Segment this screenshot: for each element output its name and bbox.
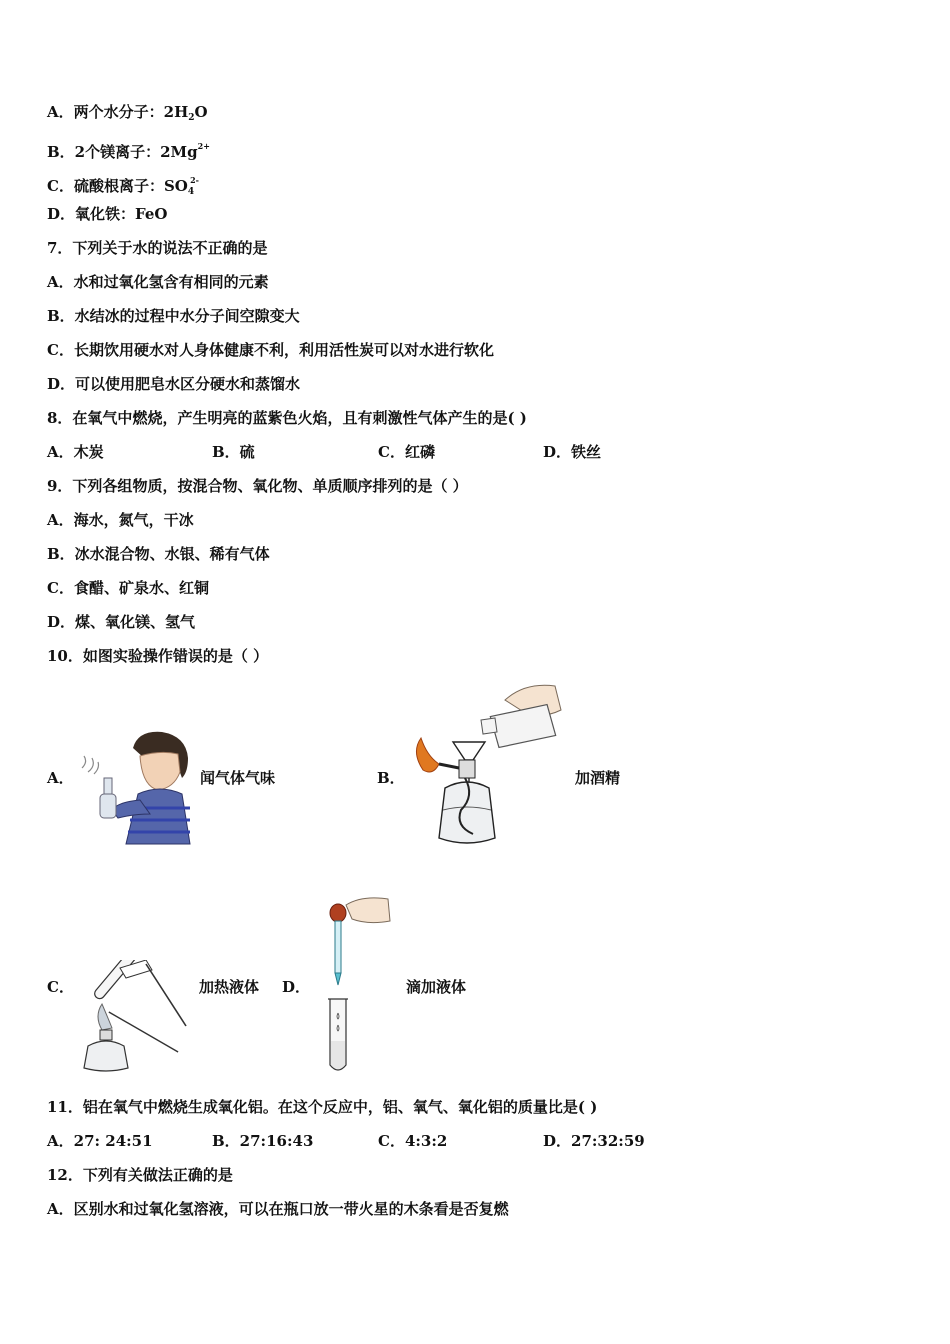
q8-stem: 8．在氧气中燃烧，产生明亮的蓝紫色火焰，且有刺激性气体产生的是( ) bbox=[47, 409, 527, 427]
q8-option-a: A．木炭 bbox=[47, 443, 104, 461]
q6-option-a: A．两个水分子：$2H_2O$ bbox=[47, 103, 208, 123]
q7-option-d: D．可以使用肥皂水区分硬水和蒸馏水 bbox=[47, 375, 301, 393]
drip-liquid-figure bbox=[316, 895, 396, 1075]
q8-option-b: B．硫 bbox=[212, 443, 255, 461]
q8-option-d: D．铁丝 bbox=[543, 443, 602, 461]
q10-option-b-label: 加酒精 bbox=[575, 769, 621, 787]
q10-option-b-letter: B． bbox=[377, 769, 405, 787]
q6-option-c: C．硫酸根离子：$SO_4^{2-}$ bbox=[47, 175, 199, 197]
q11-option-d: D．27:32:59 bbox=[543, 1132, 645, 1150]
q10-option-c-label: 加热液体 bbox=[199, 978, 260, 996]
q9-option-d: D．煤、氧化镁、氢气 bbox=[47, 613, 196, 631]
q12-stem: 12．下列有关做法正确的是 bbox=[47, 1166, 233, 1184]
q9-option-a: A．海水，氮气，干冰 bbox=[47, 511, 194, 529]
q11-option-c: C．4:3:2 bbox=[378, 1132, 448, 1150]
q10-option-a-letter: A． bbox=[47, 769, 74, 787]
q9-option-b: B．冰水混合物、水银、稀有气体 bbox=[47, 545, 270, 563]
q7-stem: 7．下列关于水的说法不正确的是 bbox=[47, 239, 268, 257]
q6-option-b: B．2个镁离子：$2Mg^{2+}$ bbox=[47, 141, 210, 161]
q12-option-a: A．区别水和过氧化氢溶液，可以在瓶口放一带火星的木条看是否复燃 bbox=[47, 1200, 509, 1218]
q9-option-c: C．食醋、矿泉水、红铜 bbox=[47, 579, 209, 597]
q10-stem: 10．如图实验操作错误的是（ ） bbox=[47, 647, 269, 665]
q11-stem: 11．铝在氧气中燃烧生成氧化铝。在这个反应中，铝、氧气、氧化铝的质量比是( ) bbox=[47, 1098, 598, 1116]
q7-option-c: C．长期饮用硬水对人身体健康不利，利用活性炭可以对水进行软化 bbox=[47, 341, 494, 359]
q10-option-a-label: 闻气体气味 bbox=[200, 769, 276, 787]
q10-option-c-letter: C． bbox=[47, 978, 74, 996]
q9-stem: 9．下列各组物质，按混合物、氧化物、单质顺序排列的是（ ） bbox=[47, 477, 468, 495]
q7-option-a: A．水和过氧化氢含有相同的元素 bbox=[47, 273, 269, 291]
q11-option-a: A．27: 24:51 bbox=[47, 1132, 153, 1150]
q11-option-b: B．27:16:43 bbox=[212, 1132, 314, 1150]
q8-option-c: C．红磷 bbox=[378, 443, 435, 461]
q10-option-d-letter: D． bbox=[282, 978, 311, 996]
q7-option-b: B．水结冰的过程中水分子间空隙变大 bbox=[47, 307, 300, 325]
q6-option-d: D．氧化铁：FeO bbox=[47, 205, 168, 223]
q10-option-d-label: 滴加液体 bbox=[406, 978, 467, 996]
add-alcohol-figure bbox=[405, 680, 565, 852]
heat-liquid-figure bbox=[80, 960, 190, 1072]
smell-gas-figure bbox=[78, 728, 196, 846]
